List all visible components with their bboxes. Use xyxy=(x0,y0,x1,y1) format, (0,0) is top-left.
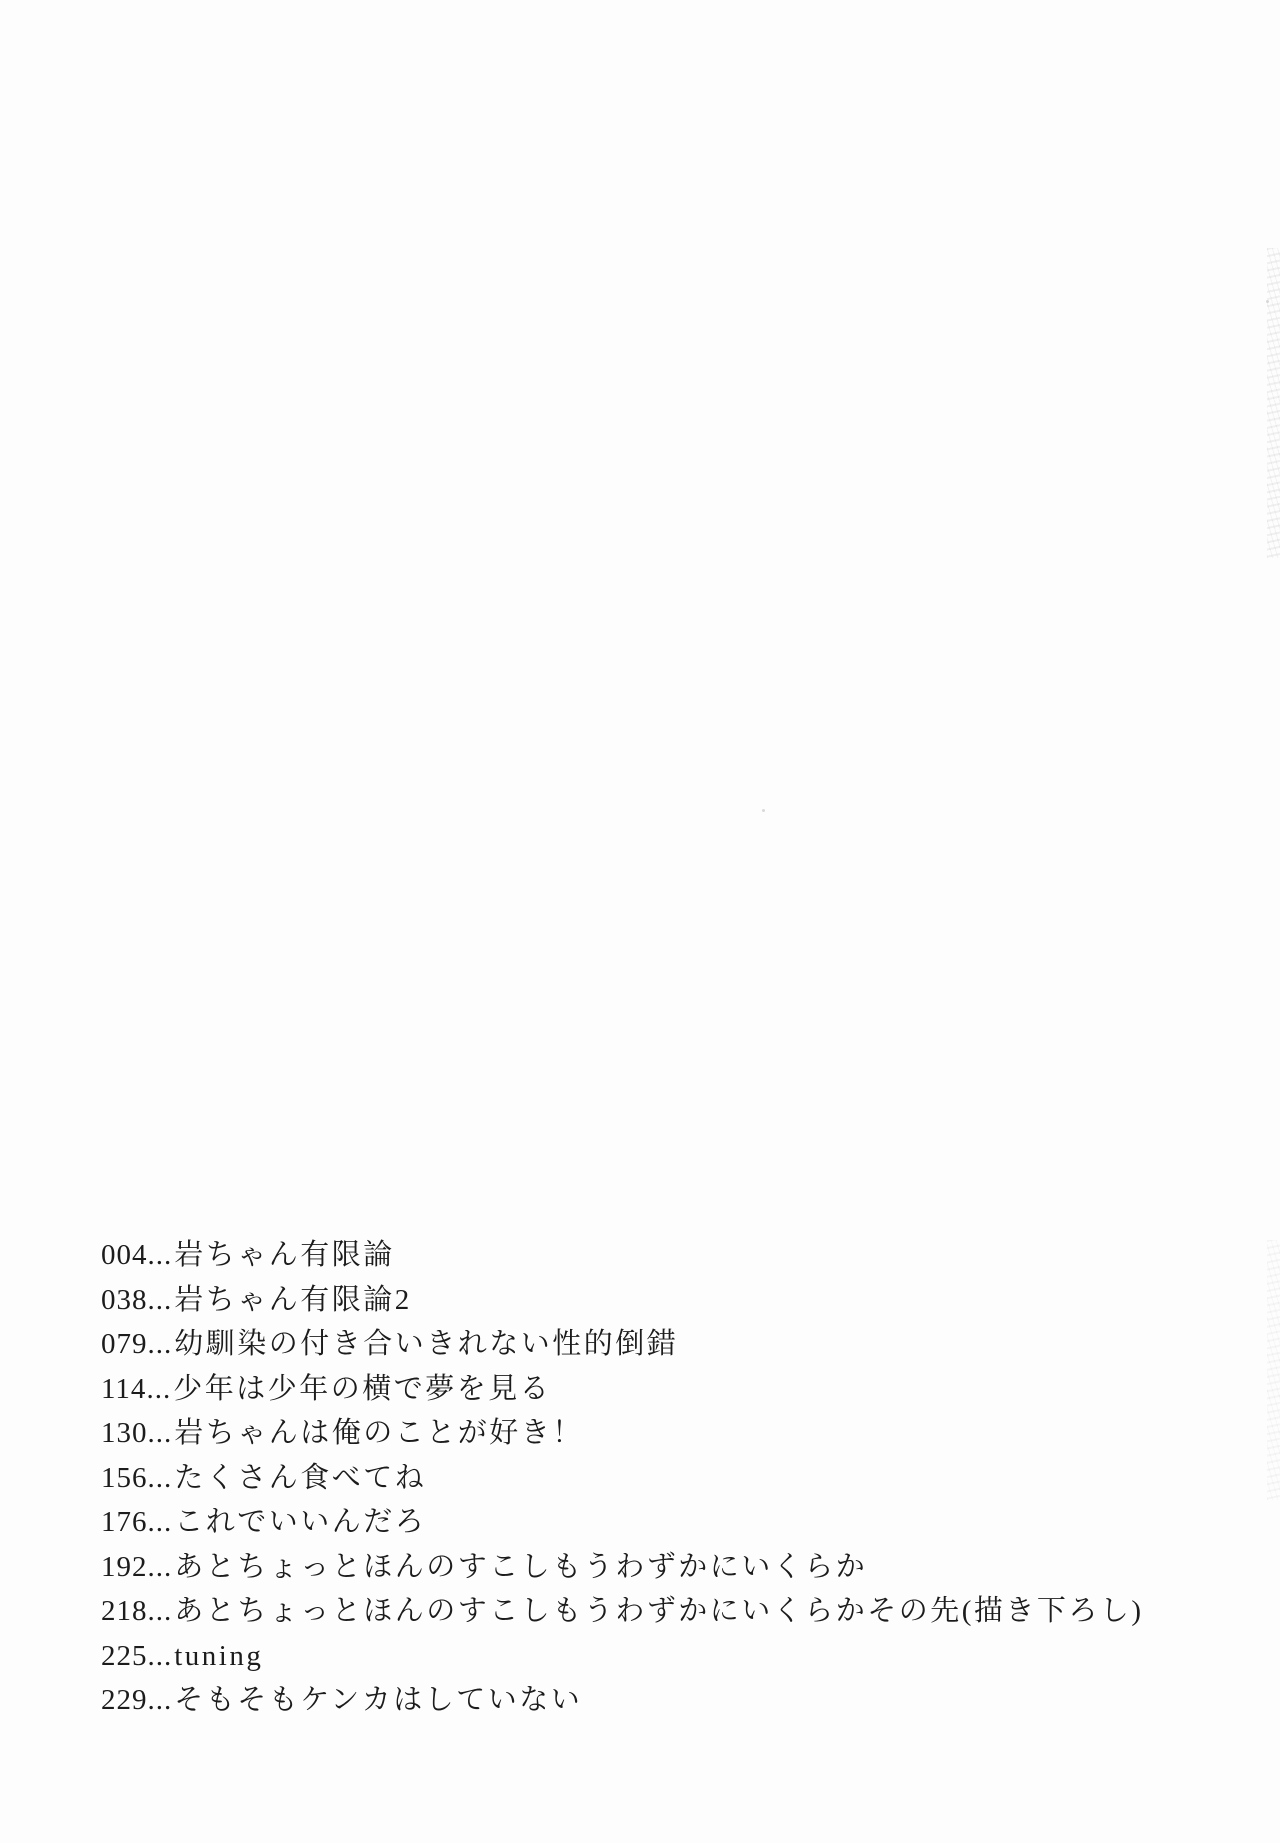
toc-entry xyxy=(101,1589,1144,1634)
scan-speck xyxy=(762,809,765,812)
scan-speck xyxy=(1266,300,1269,303)
toc-page-number: 004 xyxy=(101,1239,148,1271)
toc-title: 少年は少年の横で夢を見る xyxy=(173,1372,552,1405)
toc-entry xyxy=(101,1322,1144,1367)
toc-page-number: 114 xyxy=(101,1372,147,1405)
toc-page-number: 176 xyxy=(101,1506,148,1538)
toc-page-number: 038 xyxy=(101,1283,148,1316)
toc-page-number: 130 xyxy=(101,1417,148,1449)
toc-page-number: 229 xyxy=(101,1684,148,1716)
toc-separator: ... xyxy=(147,1328,173,1360)
toc-separator: ... xyxy=(147,1461,173,1494)
toc-title: 岩ちゃん有限論2 xyxy=(174,1283,412,1316)
toc-title: 岩ちゃんは俺のことが好き！ xyxy=(174,1417,584,1449)
toc-title: 幼馴染の付き合いきれない性的倒錯 xyxy=(174,1328,679,1360)
toc-title: そもそもケンカはしていない xyxy=(174,1684,583,1716)
toc-entry xyxy=(101,1678,1144,1723)
toc-page-number: 156 xyxy=(101,1461,148,1494)
toc-entry xyxy=(101,1456,1144,1501)
toc-page-number: 192 xyxy=(101,1550,148,1583)
toc-separator: ... xyxy=(147,1684,173,1716)
toc-entry xyxy=(101,1367,1144,1412)
toc-entry xyxy=(101,1278,1144,1323)
toc-separator: ... xyxy=(147,1595,173,1627)
toc-separator: ... xyxy=(147,1550,173,1583)
toc-separator: ... xyxy=(147,1639,173,1672)
toc-separator: ... xyxy=(147,1506,173,1538)
toc-separator: ... xyxy=(147,1283,173,1316)
toc-title: あとちょっとほんのすこしもうわずかにいくらか xyxy=(174,1550,868,1583)
toc-entry xyxy=(101,1634,1144,1679)
toc-list xyxy=(101,1233,1144,1723)
scan-edge-noise xyxy=(1267,248,1280,558)
toc-entry xyxy=(101,1233,1144,1278)
toc-page-number: 225 xyxy=(101,1639,148,1672)
toc-title: これでいいんだろ xyxy=(174,1506,427,1538)
toc-page-number: 079 xyxy=(101,1328,148,1360)
scan-edge-noise xyxy=(1267,1240,1280,1500)
toc-entry xyxy=(101,1545,1144,1590)
toc-separator: ... xyxy=(147,1239,173,1271)
toc-title: あとちょっとほんのすこしもうわずかにいくらかその先(描き下ろし) xyxy=(174,1595,1144,1627)
toc-page-number: 218 xyxy=(101,1595,148,1627)
toc-entry xyxy=(101,1500,1144,1545)
toc-separator: ... xyxy=(146,1372,172,1405)
toc-title: tuning xyxy=(174,1639,264,1672)
toc-title: 岩ちゃん有限論 xyxy=(174,1239,395,1271)
toc-title: たくさん食べてね xyxy=(174,1461,427,1494)
toc-entry xyxy=(101,1411,1144,1456)
toc-separator: ... xyxy=(147,1417,173,1449)
